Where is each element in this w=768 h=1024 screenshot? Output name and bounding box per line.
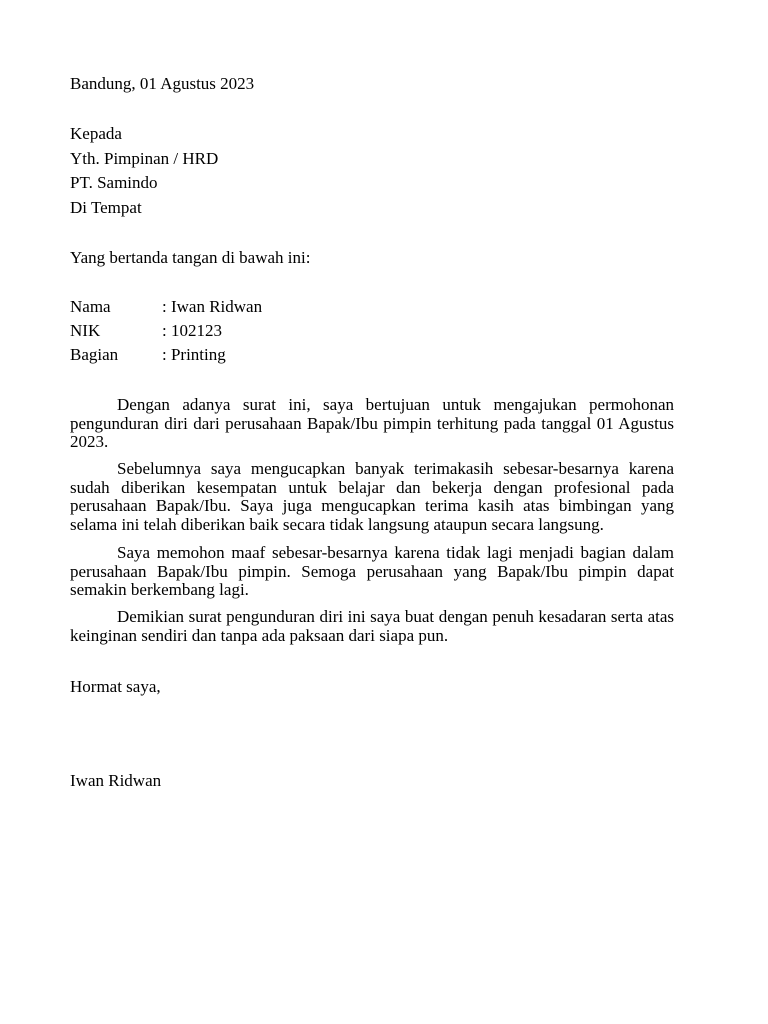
field-value-nama: : Iwan Ridwan xyxy=(162,297,263,316)
field-label-nik: NIK xyxy=(70,321,101,340)
field-value-nik: : 102123 xyxy=(162,321,222,340)
place-date: Bandung, 01 Agustus 2023 xyxy=(70,74,255,93)
body-paragraph-3: Saya memohon maaf sebesar-besarnya karena tidak lagi menjadi bagian dalam perusahaan Bapak/Ibu pimpin. Semoga perusahaan yang Bapak/Ibu pimpin dapat semakin berkembang lagi. xyxy=(70,543,674,599)
body-paragraph-2: Sebelumnya saya mengucapkan banyak terimakasih sebesar-besarnya karena sudah diberikan kesempatan untuk belajar dan bekerja dengan profesional pada perusahaan Bapak/Ibu. Saya juga mengucapkan terima kasih atas bimbingan yang selama ini telah diberikan baik secara tidak langsung ataupun secara langsung. xyxy=(70,459,674,534)
signature-name: Iwan Ridwan xyxy=(70,771,162,790)
field-label-nama: Nama xyxy=(70,297,111,316)
intro-text: Yang bertanda tangan di bawah ini: xyxy=(70,248,311,267)
recipient-line-4: Di Tempat xyxy=(70,198,142,217)
recipient-line-2: Yth. Pimpinan / HRD xyxy=(70,149,219,168)
recipient-line-3: PT. Samindo xyxy=(70,173,158,192)
body-paragraph-4: Demikian surat pengunduran diri ini saya buat dengan penuh kesadaran serta atas keinginan sendiri dan tanpa ada paksaan dari siapa pun. xyxy=(70,607,674,645)
closing-text: Hormat saya, xyxy=(70,677,161,696)
body-paragraph-1: Dengan adanya surat ini, saya bertujuan untuk mengajukan permohonan pengunduran diri dari perusahaan Bapak/Ibu pimpin terhitung pada tanggal 01 Agustus 2023. xyxy=(70,395,674,451)
recipient-line-1: Kepada xyxy=(70,124,122,143)
field-label-bagian: Bagian xyxy=(70,345,119,364)
field-value-bagian: : Printing xyxy=(162,345,226,364)
